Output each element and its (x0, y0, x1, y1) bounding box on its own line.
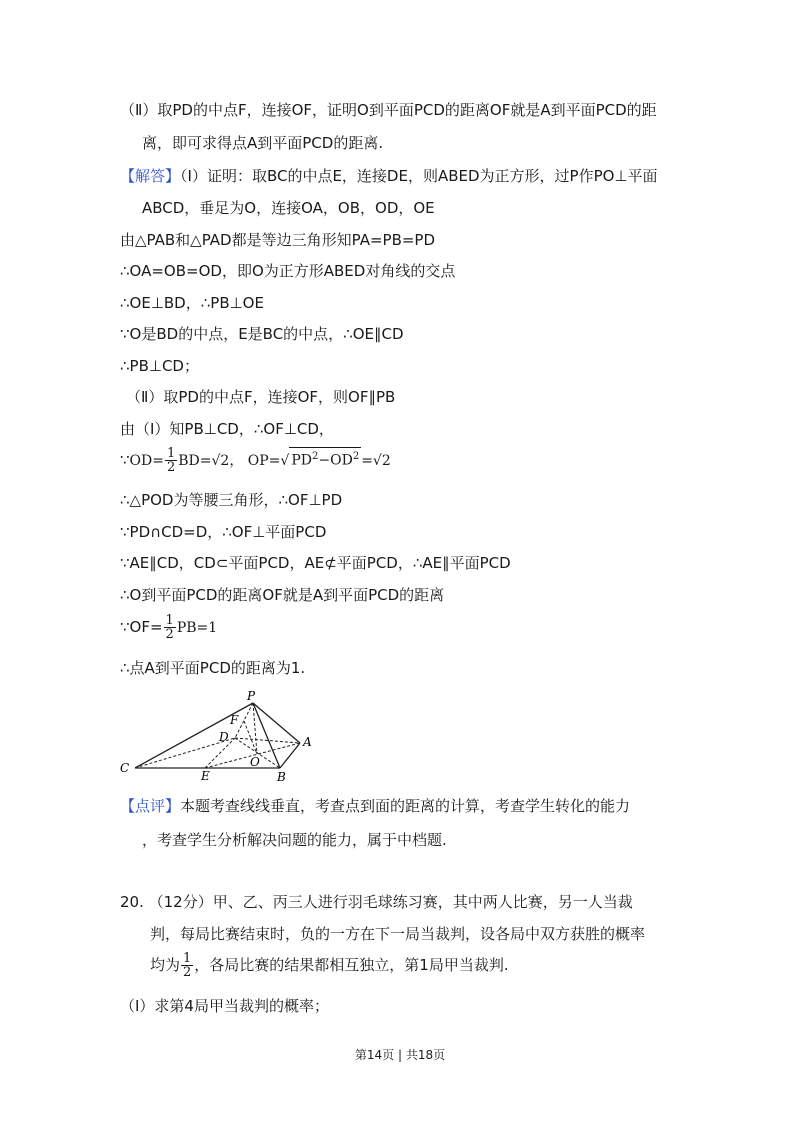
answer-line-13: ∵AE∥CD，CD⊂平面PCD，AE⊄平面PCD，∴AE∥平面PCD (120, 554, 511, 572)
answer-line-8: （Ⅱ）取PD的中点F，连接OF，则OF∥PB (126, 388, 396, 406)
answer-line-6: ∵O是BD的中点，E是BC的中点，∴OE∥CD (120, 325, 404, 343)
pyramid-figure (115, 688, 325, 783)
answer-line-2: ABCD，垂足为O，连接OA，OB，OD，OE (142, 199, 435, 217)
label-p: P (247, 689, 256, 703)
label-a: A (303, 735, 312, 749)
answer-line-5: ∴OE⊥BD，∴PB⊥OE (120, 294, 264, 312)
page-footer: 第14页 | 共18页 (354, 1048, 446, 1062)
review-line-1: 【点评】本题考查线线垂直，考查点到面的距离的计算，考查学生转化的能力 (120, 797, 631, 815)
answer-line-15: ∵OF= $\frac{1}{2}$ PB=1 (120, 613, 218, 642)
sqrt-expression: $PD^2-OD^2$ (289, 447, 361, 470)
analysis-line-2: 离，即可求得点A到平面PCD的距离. (142, 134, 384, 152)
answer-line-9: 由（Ⅰ）知PB⊥CD，∴OF⊥CD， (120, 420, 334, 438)
q20-line-2: 判，每局比赛结束时，负的一方在下一局当裁判，设各局中双方获胜的概率 (150, 925, 646, 943)
answer-line-11: ∴△POD为等腰三角形，∴OF⊥PD (120, 491, 343, 509)
edge-ba (280, 743, 300, 768)
label-f: F (230, 713, 239, 727)
label-e: E (201, 769, 210, 783)
review-tag: 【点评】 (120, 797, 181, 815)
answer-tag: 【解答】 (120, 167, 181, 185)
answer-line-14: ∴O到平面PCD的距离OF就是A到平面PCD的距离 (120, 586, 445, 604)
answer-line-3: 由△PAB和△PAD都是等边三角形知PA=PB=PD (120, 231, 436, 249)
answer-line-7: ∴PB⊥CD； (120, 357, 199, 375)
answer-line-4: ∴OA=OB=OD，即O为正方形ABED对角线的交点 (120, 262, 456, 280)
fraction-half: $\frac{1}{2}$ (183, 951, 192, 980)
review-line-2: ，考查学生分析解决问题的能力，属于中档题. (142, 831, 447, 849)
edge-fo (244, 721, 257, 754)
edge-pa (253, 703, 300, 743)
answer-line-12: ∵PD∩CD=D，∴OF⊥平面PCD (120, 523, 327, 541)
fraction-half: $\frac{1}{2}$ (165, 613, 174, 642)
answer-line-10: ∵OD= $\frac{1}{2}$ BD=√2， OP=√ $PD^2-OD^2 =√2$ (120, 446, 391, 475)
fraction-half: $\frac{1}{2}$ (166, 446, 176, 475)
label-o: O (250, 755, 260, 769)
analysis-line-1: （Ⅱ）取PD的中点F，连接OF，证明O到平面PCD的距离OF就是A到平面PCD的距 (120, 101, 657, 119)
label-b: B (277, 770, 286, 783)
answer-text-1: （Ⅰ）证明：取BC的中点E，连接DE，则ABED为正方形，过P作PO⊥平面 (180, 167, 658, 185)
answer-line-16: ∴点A到平面PCD的距离为1. (120, 659, 306, 677)
label-d: D (219, 730, 229, 744)
q20-subquestion-1: （Ⅰ）求第4局甲当裁判的概率； (120, 997, 329, 1015)
answer-line-1 (120, 166, 658, 186)
q20-line-1: 20. （12分）甲、乙、丙三人进行羽毛球练习赛，其中两人比赛，另一人当裁 (120, 893, 633, 911)
label-c: C (120, 761, 130, 775)
q20-line-3: 均为 $\frac{1}{2}$ ，各局比赛的结果都相互独立，第1局甲当裁判. (150, 951, 509, 980)
